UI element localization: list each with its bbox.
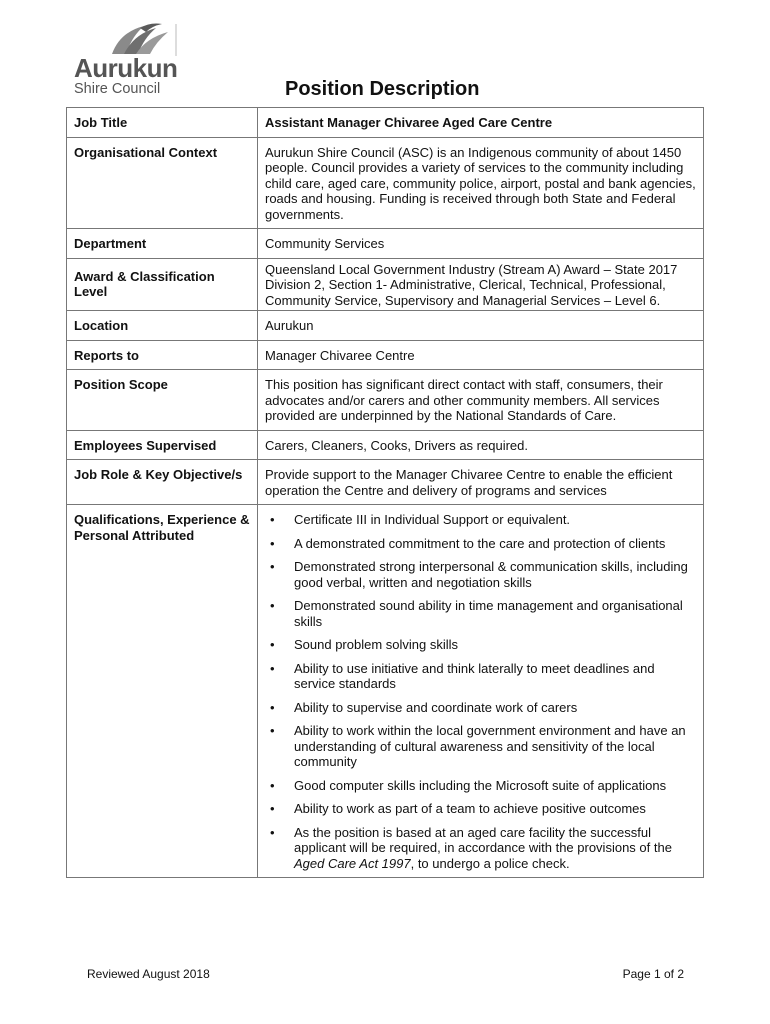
value-qualifications — [258, 505, 704, 878]
bullet-icon: • — [270, 660, 275, 676]
row-reports-to — [67, 340, 704, 370]
value-scope: This position has significant direct contact with staff, consumers, their advocates and/or carers and other community members. All services provided are underpinned by the National Standards of Care. — [258, 370, 704, 431]
bullet-icon: • — [270, 777, 275, 793]
row-supervised — [67, 430, 704, 460]
label-qualifications: Qualifications, Experience & Personal Attributed — [67, 505, 258, 878]
label-scope: Position Scope — [67, 370, 258, 431]
logo-wordmark: Aurukun — [74, 53, 178, 83]
list-item — [265, 825, 696, 872]
list-item-text: Ability to work as part of a team to achieve positive outcomes — [294, 801, 646, 816]
value-department: Community Services — [258, 229, 704, 259]
row-location — [67, 311, 704, 341]
position-table — [66, 107, 704, 878]
row-role — [67, 460, 704, 505]
list-item — [265, 598, 696, 629]
list-item — [265, 512, 696, 528]
list-item-text: Demonstrated sound ability in time management and organisational skills — [294, 598, 683, 629]
row-job-title — [67, 108, 704, 138]
label-location: Location — [67, 311, 258, 341]
council-logo — [70, 22, 190, 102]
list-item — [265, 801, 696, 817]
bullet-icon: • — [270, 559, 275, 574]
list-item — [265, 661, 696, 692]
value-org-context: Aurukun Shire Council (ASC) is an Indigenous community of about 1450 people. Council provides a variety of services to the community including child care, aged care, community police, airport, postal and bank agencies, roads and housing. Funding is received through both State and Federal governments. — [258, 137, 704, 229]
list-item-text: Demonstrated strong interpersonal & communication skills, including good verbal, written and negotiation skills — [294, 559, 688, 590]
label-reports-to: Reports to — [67, 340, 258, 370]
value-location: Aurukun — [258, 311, 704, 341]
bullet-icon: • — [270, 512, 275, 527]
bullet-icon: • — [270, 824, 275, 840]
bullet-icon: • — [270, 699, 275, 715]
label-role: Job Role & Key Objective/s — [67, 460, 258, 505]
row-department — [67, 229, 704, 259]
label-job-title: Job Title — [67, 108, 258, 138]
bullet-icon: • — [270, 637, 275, 652]
list-item — [265, 700, 696, 716]
row-org-context — [67, 137, 704, 229]
list-item — [265, 559, 696, 590]
police-check-text-start: As the position is based at an aged care facility the successful applicant will be required, in accordance with the provisions of the — [294, 824, 672, 855]
aged-care-act-title: Aged Care Act 1997 — [294, 855, 411, 871]
list-item — [265, 536, 696, 552]
bullet-icon: • — [270, 723, 275, 738]
logo-subtitle: Shire Council — [74, 81, 161, 97]
qualifications-list — [265, 512, 696, 871]
label-award: Award & Classification Level — [67, 258, 258, 311]
footer-page-number: Page 1 of 2 — [622, 967, 684, 981]
list-item-text: Ability to use initiative and think laterally to meet deadlines and service standards — [294, 660, 655, 691]
label-department: Department — [67, 229, 258, 259]
value-job-title: Assistant Manager Chivaree Aged Care Centre — [258, 108, 704, 138]
list-item-text: Ability to work within the local government environment and have an understanding of cultural awareness and sensitivity of the local community — [294, 723, 686, 769]
row-qualifications — [67, 505, 704, 878]
police-check-text-end: , to undergo a police check. — [410, 855, 570, 871]
list-item — [265, 637, 696, 653]
logo-emblem-icon — [110, 22, 182, 56]
list-item-text — [294, 825, 672, 871]
value-reports-to: Manager Chivaree Centre — [258, 340, 704, 370]
label-supervised: Employees Supervised — [67, 430, 258, 460]
list-item-text: A demonstrated commitment to the care and protection of clients — [294, 535, 666, 551]
footer-reviewed-date: Reviewed August 2018 — [87, 967, 210, 981]
label-org-context: Organisational Context — [67, 137, 258, 229]
list-item-text: Sound problem solving skills — [294, 637, 459, 652]
bullet-icon: • — [270, 598, 275, 613]
bullet-icon: • — [270, 801, 275, 816]
list-item-text: Good computer skills including the Microsoft suite of applications — [294, 777, 667, 793]
page-title: Position Description — [285, 78, 480, 100]
row-award — [67, 258, 704, 311]
value-supervised: Carers, Cleaners, Cooks, Drivers as required. — [258, 430, 704, 460]
list-item — [265, 723, 696, 770]
list-item — [265, 778, 696, 794]
list-item-text: Ability to supervise and coordinate work of carers — [294, 699, 578, 715]
list-item-text: Certificate III in Individual Support or equivalent. — [294, 512, 571, 527]
bullet-icon: • — [270, 535, 275, 551]
value-role: Provide support to the Manager Chivaree Centre to enable the efficient operation the Centre and delivery of programs and services — [258, 460, 704, 505]
value-award: Queensland Local Government Industry (Stream A) Award – State 2017 Division 2, Section 1- Administrative, Clerical, Technical, Professional, Community Service, Supervisory and Managerial Services – Level 6. — [258, 258, 704, 311]
row-scope — [67, 370, 704, 431]
